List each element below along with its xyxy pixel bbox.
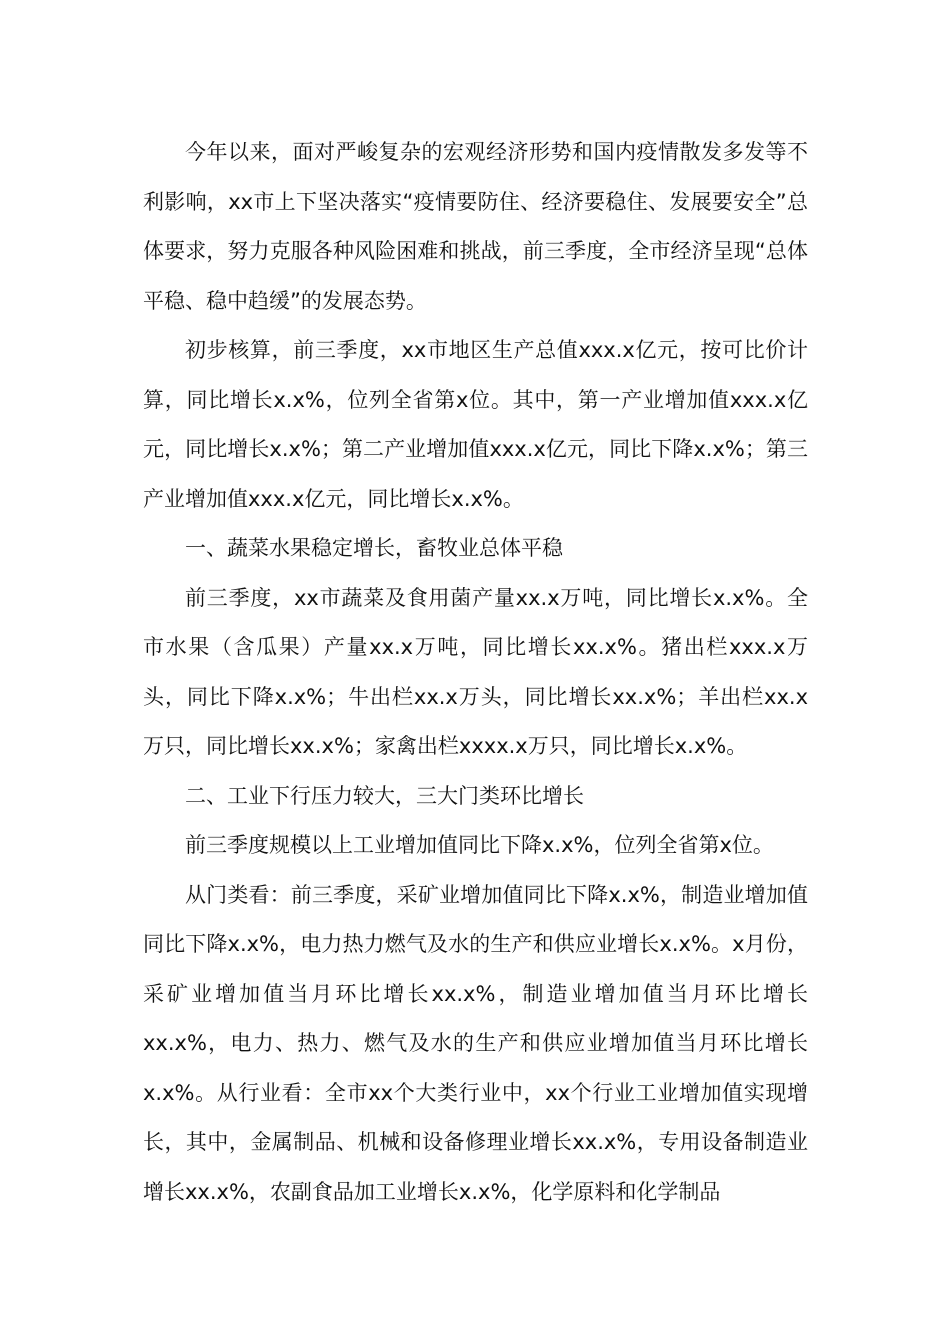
paragraph-intro: 今年以来，面对严峻复杂的宏观经济形势和国内疫情散发多发等不利影响，xx市上下坚决落实“疫情要防住、经济要稳住、发展要安全”总体要求，努力克服各种风险困难和挑战，前三季度，全市经济呈现“总体平稳、稳中趋缓”的发展态势。 [143, 140, 808, 313]
paragraph-agriculture: 前三季度，xx市蔬菜及食用菌产量xx.x万吨，同比增长x.x%。全市水果（含瓜果）产量xx.x万吨，同比增长xx.x%。猪出栏xxx.x万头，同比下降x.x%；牛出栏xx.x万头，同比增长xx.x%；羊出栏xx.x万只，同比增长xx.x%；家禽出栏xxxx.x万只，同比增长x.x%。 [143, 585, 808, 758]
document-body [143, 128, 808, 1217]
paragraph-industry-summary: 前三季度规模以上工业增加值同比下降x.x%，位列全省第x位。 [185, 833, 774, 857]
section-heading-industry: 二、工业下行压力较大，三大门类环比增长 [185, 783, 584, 808]
paragraph-gdp: 初步核算，前三季度，xx市地区生产总值xxx.x亿元，按可比价计算，同比增长x.x%，位列全省第x位。其中，第一产业增加值xxx.x亿元，同比增长x.x%；第二产业增加值xxx.x亿元，同比下降x.x%；第三产业增加值xxx.x亿元，同比增长x.x%。 [143, 338, 808, 511]
paragraph-industry-detail: 从门类看：前三季度，采矿业增加值同比下降x.x%，制造业增加值同比下降x.x%，电力热力燃气及水的生产和供应业增长x.x%。x月份，采矿业增加值当月环比增长xx.x%，制造业增加值当月环比增长xx.x%，电力、热力、燃气及水的生产和供应业增加值当月环比增长x.x%。从行业看：全市xx个大类行业中，xx个行业工业增加值实现增长，其中，金属制品、机械和设备修理业增长xx.x%，专用设备制造业增长xx.x%，农副食品加工业增长x.x%，化学原料和化学制品 [143, 882, 808, 1204]
section-heading-agriculture: 一、蔬菜水果稳定增长，畜牧业总体平稳 [185, 536, 563, 560]
